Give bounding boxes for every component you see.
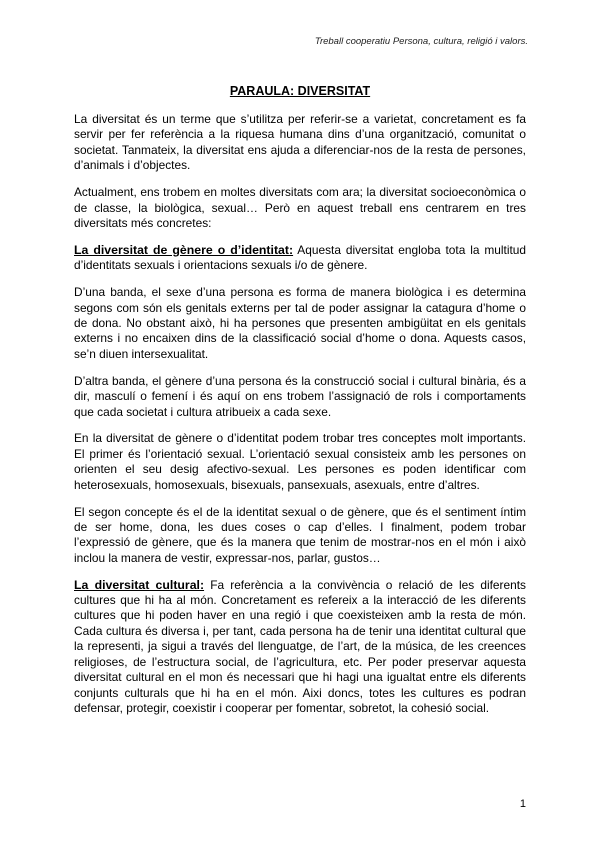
paragraph-sex: [74, 285, 526, 362]
paragraph-text: D’una banda, el sexe d’una persona es forma de manera biològica i es determina segons com són els genitals externs per tal de poder assignar la catagura d’home o de dona. No obstant això, hi ha persones que presenten ambigüitat en els genitals externs i no encaixen dins de la classificació social d’home o dona. Aquests casos, se’n diuen intersexualitat.: [74, 285, 526, 361]
paragraph-cultural-diversity: [74, 578, 526, 717]
paragraph-gender-diversity: [74, 243, 526, 274]
paragraph-text: El segon concepte és el de la identitat sexual o de gènere, que és el sentiment íntim de ser home, dona, les dues coses o cap d’elles. I finalment, podem trobar l’expressió de gènere, que és la manera que tenim de mostrar-nos en el món i això inclou la manera de vestir, expressar-nos, parlar, gustos…: [74, 504, 526, 565]
page-number: 1: [519, 798, 526, 810]
paragraph-text: Aquesta diversitat engloba tota la multitud d’identitats sexuals i orientacions sexuals i/o de gènere.: [74, 242, 527, 273]
paragraph-text: La diversitat és un terme que s’utilitza per referir-se a varietat, concretament es fa servir per fer referència a la riquesa humana dins d’una organització, comunitat o societat. Tanmateix, la diversitat ens ajuda a diferenciar-nos de la resta de persones, d’animals i d’objectes.: [74, 112, 526, 173]
paragraph-types: [74, 185, 526, 231]
page-title: PARAULA: DIVERSITAT: [229, 84, 371, 98]
paragraph-text: Fa referència a la convivència o relació de les diferents cultures que hi ha al món. Concretament es refereix a la interacció de les diferents cultures que hi poden haver en una regió i que coexisteixen amb la resta de món. Cada cultura és diversa i, per tant, cada persona ha de tenir una identitat cultural que la representi, ja sigui a través del llenguatge, de l’art, de la música, de les creences religioses, de l’estructura social, de l’agricultura, etc. Per poder preservar aquesta diversitat cultural en el mon és necessari que hi hagi una igualtat entre els diferents conjunts culturals que hi ha en el món. Aixi doncs, totes les cultures es podran defensar, protegir, coexistir i cooperar per fomentar, sobretot, la cohesió social.: [74, 577, 526, 715]
paragraph-identity: [74, 505, 526, 567]
paragraph-orientation: [74, 431, 526, 493]
paragraph-intro: [74, 112, 526, 174]
paragraph-text: En la diversitat de gènere o d’identitat podem trobar tres conceptes molt importants. El primer és l’orientació sexual. L’orientació sexual consisteix amb les persones on orienten el seu desig afectivo-sexual. Les persones es poden identificar com heterosexuals, homosexuals, bisexuals, pansexuals, asexuals, entre d’altres.: [74, 431, 526, 492]
document-body: [74, 112, 526, 728]
page-header: Treball cooperatiu Persona, cultura, religió i valors.: [314, 36, 528, 47]
paragraph-gender: [74, 374, 526, 420]
section-heading-gender: La diversitat de gènere o d’identitat:: [74, 242, 294, 257]
paragraph-text: D’altra banda, el gènere d’una persona és la construcció social i cultural binària, és a dir, masculí o femení i és aquí on ens trobem l’assignació de rols i comportaments que cada societat i cultura atribueix a cada sexe.: [74, 373, 526, 419]
section-heading-cultural: La diversitat cultural:: [74, 577, 205, 592]
paragraph-text: Actualment, ens trobem en moltes diversitats com ara; la diversitat socioeconòmica o de classe, la biològica, sexual… Però en aquest treball ens centrarem en tres diversitats més concretes:: [74, 185, 526, 230]
